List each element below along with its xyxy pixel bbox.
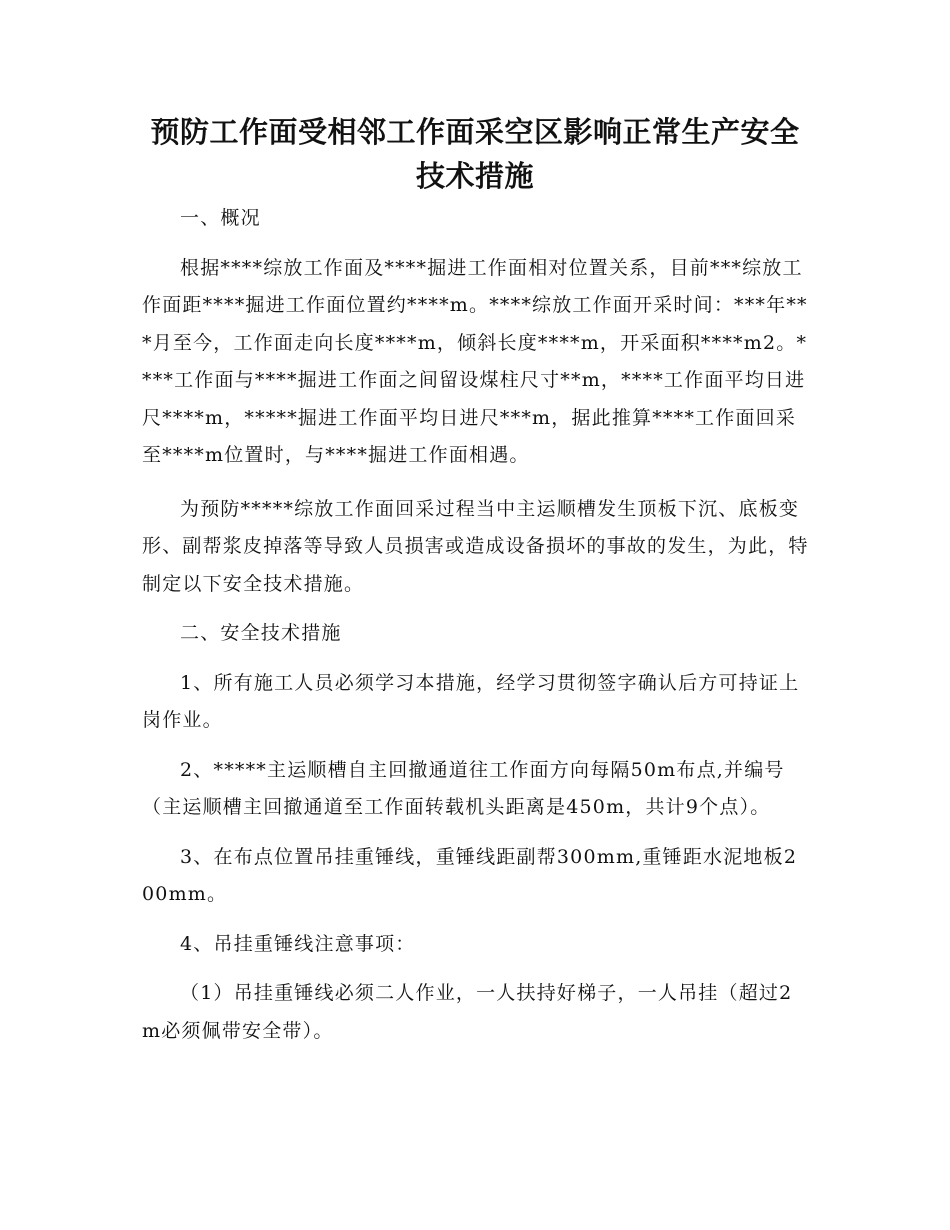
- paragraph-overview-details: 根据****综放工作面及****掘进工作面相对位置关系，目前***综放工作面距****掘进工作面位置约****m。****综放工作面开采时间：***年***月至今，工作面走向长度****m，倾斜长度****m，开采面积****m2。****工作面与****掘进工作面之间留设煤柱尺寸**m，****工作面平均日进尺****m，*****掘进工作面平均日进尺***m，据此推算****工作面回采至****m位置时，与****掘进工作面相遇。: [142, 256, 808, 466]
- paragraph-purpose: 为预防*****综放工作面回采过程当中主运顺槽发生顶板下沉、底板变形、副帮浆皮掉落等导致人员损害或造成设备损坏的事故的发生，为此，特制定以下安全技术措施。: [142, 497, 809, 595]
- section-heading-measures: 二、安全技术措施: [180, 622, 342, 644]
- measure-item-1: 1、所有施工人员必须学习本措施，经学习贯彻签字确认后方可持证上岗作业。: [142, 671, 800, 731]
- measure-item-3: 3、在布点位置吊挂重锤线，重锤线距副帮300mm,重锤距水泥地板200mm。: [142, 845, 798, 905]
- section-heading-overview: 一、概况: [180, 207, 261, 229]
- measure-subitem-1: （1）吊挂重锤线必须二人作业，一人扶持好梯子，一人吊挂（超过2m必须佩带安全带）。: [142, 982, 793, 1042]
- document-title: 预防工作面受相邻工作面采空区影响正常生产安全技术措施: [150, 115, 800, 193]
- measure-item-4: 4、吊挂重锤线注意事项：: [180, 932, 416, 955]
- document-body: [142, 200, 810, 1050]
- measure-item-2: 2、*****主运顺槽自主回撤通道往工作面方向每隔50m布点,并编号（主运顺槽主回撤通道至工作面转载机头距离是450m，共计9个点）。: [142, 758, 785, 818]
